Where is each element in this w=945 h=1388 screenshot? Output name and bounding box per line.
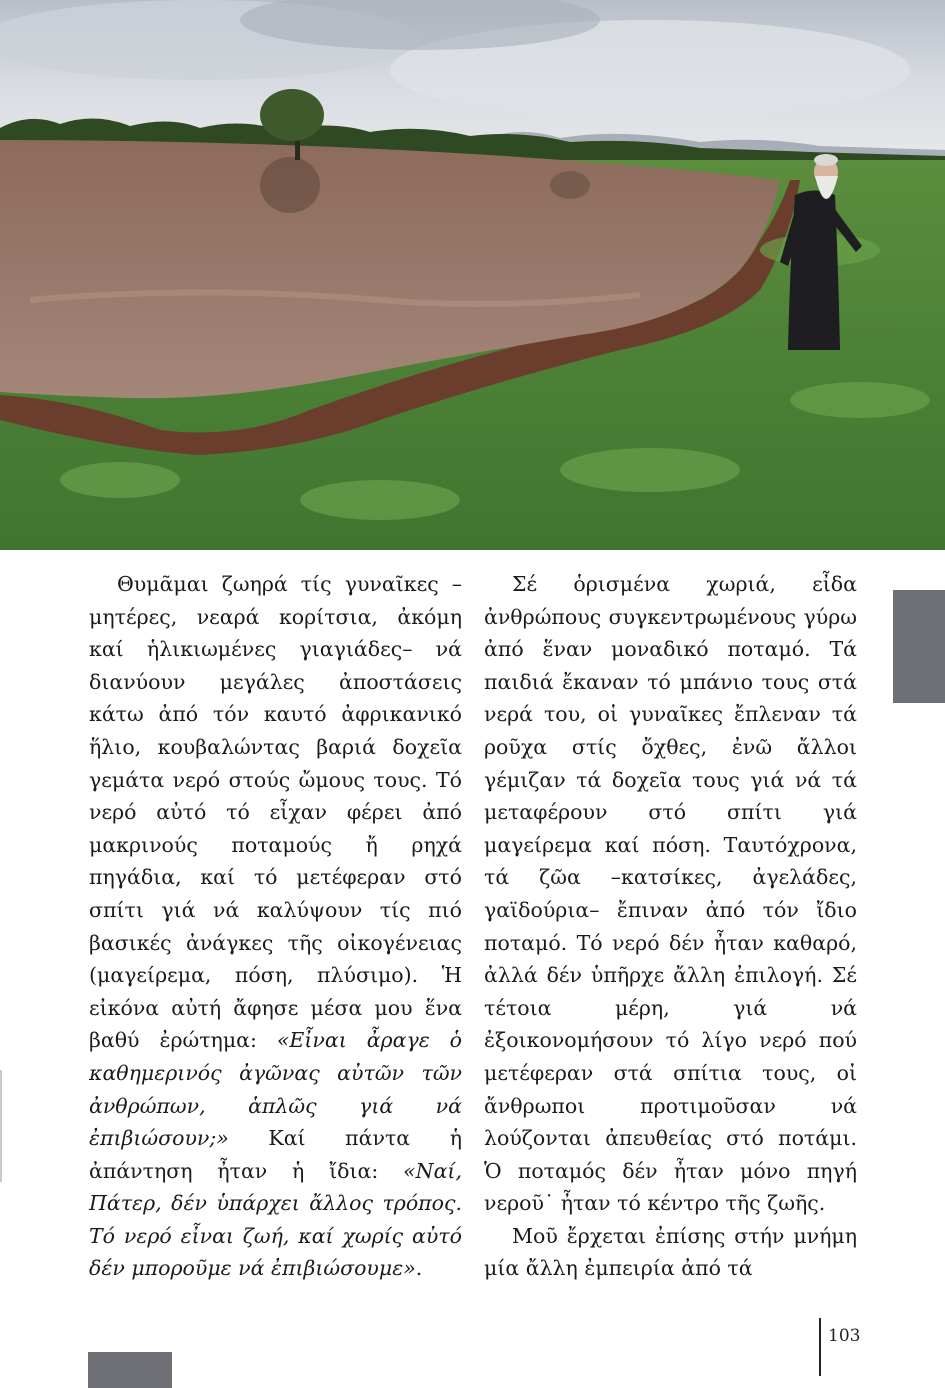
left-text-column	[89, 568, 462, 1285]
landscape-photo-icon	[0, 0, 945, 550]
margin-line	[0, 1070, 2, 1182]
paragraph-1	[89, 568, 462, 1285]
paragraph-1-quote-question: «Εἶναι ἆραγε ὁ καθημερινός ἀγῶνας αὐτῶν τῶν ἀνθρώπων, ἁπλῶς γιά νά ἐπιβιώσουν;»	[89, 1028, 462, 1151]
chapter-thumb-tab	[893, 590, 945, 703]
page-number: 103	[828, 1326, 861, 1346]
right-text-column	[484, 568, 857, 1285]
paragraph-1-text-b: Καί πάντα ἡ ἀπάντηση ἦταν ἡ ἴδια:	[89, 1126, 462, 1183]
page-number-rule	[819, 1318, 821, 1376]
paragraph-2: Σέ ὁρισμένα χωριά, εἶδα ἀνθρώπους συγκεντρωμένους γύρω ἀπό ἕναν μοναδικό ποταμό. Τά παιδιά ἔκαναν τό μπάνιο τους στά νερά του, οἱ γυναῖκες ἔπλεναν τά ροῦχα στίς ὄχθες, ἐνῶ ἄλλοι γέμιζαν τά δοχεῖα τους γιά νά τά μεταφέρουν στό σπίτι γιά μαγείρεμα καί πόση. Ταυτόχρονα, τά ζῶα –κατσίκες, ἀγελάδες, γαϊδούρια– ἔπιναν ἀπό τόν ἴδιο ποταμό. Τό νερό δέν ἦταν καθαρό, ἀλλά δέν ὑπῆρχε ἄλλη ἐπιλογή. Σέ τέτοια μέρη, γιά νά ἐξοικονομήσουν τό λίγο νερό πού μετέφεραν στά σπίτια τους, οἱ ἄνθρωποι προτιμοῦσαν νά λούζονται ἀπευθείας στό ποτάμι. Ὁ ποταμός δέν ἦταν μόνο πηγή νεροῦ˙ ἦταν τό κέντρο τῆς ζωῆς.	[484, 572, 857, 1216]
landscape-photo	[0, 0, 945, 550]
footer-block	[88, 1352, 172, 1388]
paragraph-1-text-a: Θυμᾶμαι ζωηρά τίς γυναῖκες –μητέρες, νεαρά κορίτσια, ἀκόμη καί ἡλικιωμένες γιαγιάδες– νά διανύουν μεγάλες ἀποστάσεις κάτω ἀπό τόν καυτό ἀφρικανικό ἥλιο, κουβαλώντας βαριά δοχεῖα γεμάτα νερό στούς ὤμους τους. Τό νερό αὐτό τό εἶχαν φέρει ἀπό μακρινούς ποταμούς ἤ ρηχά πηγάδια, καί τό μετέφεραν στό σπίτι γιά νά καλύψουν τίς πιό βασικές ἀνάγκες τῆς οἰκογένειας (μαγείρεμα, πόση, πλύσιμο). Ἡ εἰκόνα αὐτή ἄφησε μέσα μου ἕνα βαθύ ἐρώτημα:	[89, 572, 462, 1053]
paragraph-1-quote-answer: «Ναί, Πάτερ, δέν ὑπάρχει ἄλλος τρόπος. Τό νερό εἶναι ζωή, καί χωρίς αὐτό δέν μποροῦμε νά ἐπιβιώσουμε».	[89, 1158, 462, 1281]
paragraph-3: Μοῦ ἔρχεται ἐπίσης στήν μνήμη μία ἄλλη ἐμπειρία ἀπό τά	[484, 1223, 857, 1281]
